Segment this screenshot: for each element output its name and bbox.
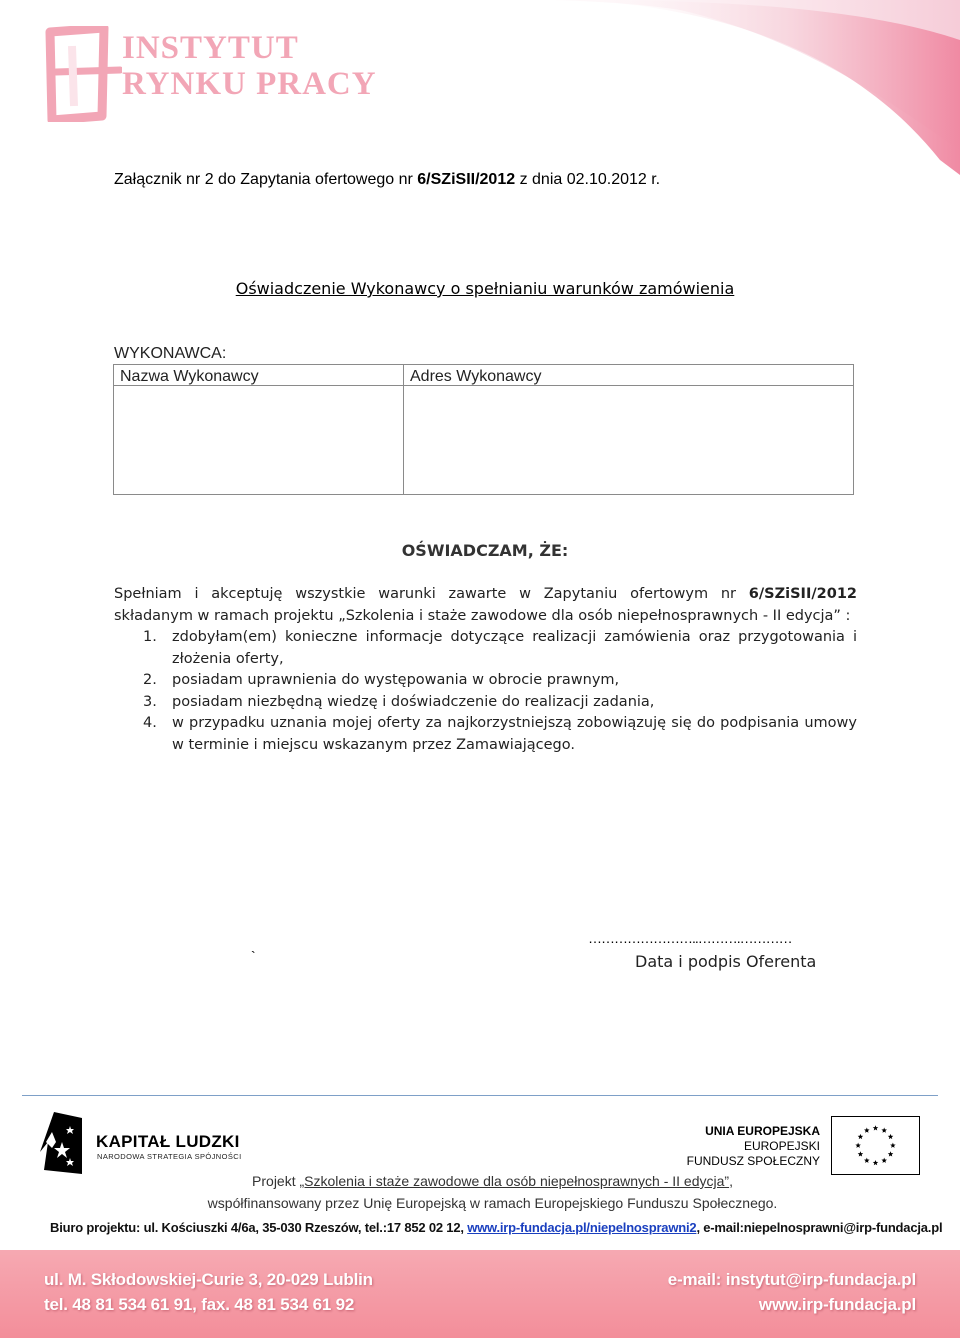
attachment-suffix: z dnia 02.10.2012 r.: [515, 171, 661, 188]
eu-star: [855, 1143, 861, 1148]
attachment-line: [114, 171, 660, 189]
band-phone: tel. 48 81 534 61 91, fax. 48 81 534 61 92: [44, 1295, 355, 1314]
eu-line-1: UNIA EUROPEJSKA: [705, 1124, 820, 1138]
list-item-number: 3.: [143, 693, 157, 710]
office-line: [50, 1220, 942, 1235]
list-item-number: 2.: [143, 672, 157, 688]
contractor-table: [113, 364, 854, 495]
contractor-table-divider: [403, 365, 404, 494]
irp-logo: [42, 26, 382, 126]
list-item: [114, 692, 857, 714]
list-item-text: w przypadku uznania mojej oferty za najkorzystniejszą zobowiązuję się do podpisania umowy w terminie i miejscu wskazanym przez Zamawiającego.: [172, 715, 857, 753]
project-line: [0, 1173, 960, 1189]
declaration-heading: OŚWIADCZAM, ŻE:: [401, 541, 569, 560]
kapital-ludzki-logo-icon: [40, 1112, 82, 1174]
band-address: ul. M. Skłodowskiej-Curie 3, 20-029 Lublin: [44, 1270, 373, 1289]
office-suffix: , e-mail:niepelnosprawni@irp-fundacja.pl: [696, 1220, 943, 1235]
list-item: [114, 713, 857, 756]
list-item-number: 4.: [143, 715, 157, 731]
eu-star: [881, 1128, 887, 1133]
logo-line-rynku-pracy: RYNKU PRACY: [122, 66, 377, 102]
office-website-link[interactable]: www.irp-fundacja.pl/niepelnosprawni2: [467, 1220, 697, 1235]
eu-star: [888, 1134, 894, 1139]
list-item: [114, 670, 857, 692]
declaration-intro-line: [114, 584, 857, 606]
attachment-ref: 6/SZiSII/2012: [417, 171, 516, 188]
eu-fund-text: [687, 1124, 820, 1169]
contractor-name-column: Nazwa Wykonawcy: [120, 368, 259, 385]
document-title: Oświadczenie Wykonawcy o spełnianiu warunków zamówienia: [235, 279, 735, 298]
intro-text: Spełniam i akceptuję wszystkie warunki zawarte w Zapytaniu ofertowym nr: [114, 586, 749, 602]
kapital-ludzki-subtitle: NARODOWA STRATEGIA SPÓJNOŚCI: [97, 1152, 242, 1161]
declaration-list: [114, 627, 857, 756]
eu-star: [858, 1151, 864, 1156]
signature-label: Data i podpis Oferenta: [635, 952, 817, 971]
eu-star: [864, 1128, 870, 1133]
project-name: „Szkolenia i staże zawodowe dla osób niepełnosprawnych - II edycja”: [299, 1173, 730, 1189]
declaration-project-line: składanym w ramach projektu „Szkolenia i staże zawodowe dla osób niepełnosprawnych - II edycja” :: [114, 607, 851, 624]
band-website: www.irp-fundacja.pl: [758, 1295, 916, 1314]
intro-ref: 6/SZiSII/2012: [748, 586, 857, 602]
header-swoosh-decoration: [380, 0, 960, 180]
list-item-text: zdobyłam(em) konieczne informacje dotyczące realizacji zamówienia oraz przygotowania i złożenia oferty,: [172, 629, 857, 667]
eu-flag-icon: [831, 1116, 920, 1175]
eu-star: [890, 1143, 896, 1148]
project-prefix: Projekt: [252, 1173, 300, 1189]
office-prefix: Biuro projektu: ul. Kościuszki 4/6a, 35-030 Rzeszów, tel.:17 852 02 12,: [50, 1220, 468, 1235]
eu-star: [888, 1151, 894, 1156]
list-item-text: posiadam uprawnienia do występowania w obrocie prawnym,: [172, 672, 620, 688]
project-suffix: ,: [729, 1173, 733, 1189]
cofinance-line: współfinansowany przez Unię Europejską w ramach Europejskiego Funduszu Społecznego.: [207, 1195, 778, 1211]
declaration-body: [114, 584, 857, 756]
kapital-ludzki-title: KAPITAŁ LUDZKI: [96, 1132, 240, 1151]
footer-contact-band: [0, 1250, 960, 1338]
irp-logo-mark: [42, 26, 122, 122]
footer-divider: [22, 1095, 938, 1096]
eu-star: [858, 1134, 864, 1139]
contractor-label: WYKONAWCA:: [114, 345, 227, 362]
eu-star: [873, 1125, 879, 1130]
stray-mark: `: [251, 948, 256, 964]
signature-dots: ……………………..……….…………: [588, 930, 792, 946]
eu-star: [881, 1158, 887, 1163]
attachment-prefix: Załącznik nr 2 do Zapytania ofertowego nr: [114, 171, 418, 188]
band-email: e-mail: instytut@irp-fundacja.pl: [667, 1270, 916, 1289]
logo-line-instytut: INSTYTUT: [122, 30, 299, 66]
eu-line-2: EUROPEJSKI: [743, 1139, 820, 1153]
list-item-number: 1.: [143, 629, 157, 645]
contractor-address-column: Adres Wykonawcy: [410, 368, 542, 385]
eu-line-3: FUNDUSZ SPOŁECZNY: [686, 1154, 820, 1168]
list-item: [114, 627, 857, 670]
list-item-text: posiadam niezbędną wiedzę i doświadczenie do realizacji zadania,: [172, 693, 655, 710]
eu-star: [864, 1158, 870, 1163]
eu-star: [873, 1160, 879, 1165]
